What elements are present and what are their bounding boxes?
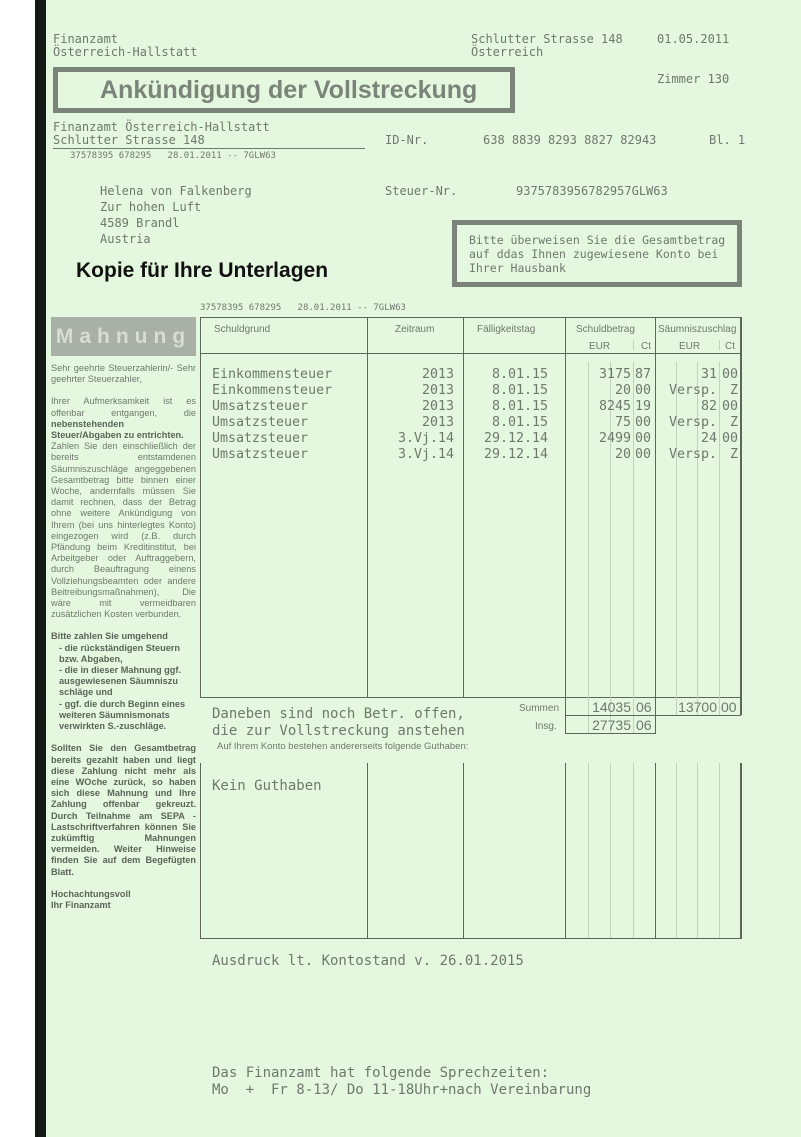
closing-line2: Ihr Finanzamt [51,899,111,910]
paragraph-text-cont: Zahlen Sie den einschließlich der bereits entstamdenen Säumniszuschläge angeggebenen Gesamtbetrag bitte binnen einer Woche, andernfalls müssen Sie damit rechnen, dass der Betrag ohne weitere Ankündigung von Ihrem (bei uns hinterlegtes Konto) eingezogen wird (z.B. durch Pfändung beim Kreditinstitut, bei Arbeitgeber oder Auftraggebern, durch Beauftragung einens Vollziehungsbeamten oder andere Beitreibungsmaßnahmen), Die wäre mit vermeidbaren zusätzlichen Kosten verbunden. [51,441,196,620]
cell-saeumnis-ct: 00 [721,367,738,382]
letter-date: 01.05.2011 [657,32,730,46]
credit-value: Kein Guthaben [212,778,322,794]
header-saeumnis-ct: Ct [725,341,735,352]
return-address-line1: Finanzamt Österreich-Hallstatt [53,120,270,134]
cell-faelligkeit: 29.12.14 [483,431,548,446]
cell-saeumnis-ct: Z [729,447,738,462]
header-schuld-eur: EUR [589,341,611,352]
total-label: Insg. [535,721,557,732]
cell-saeumnis-ct: Z [729,383,738,398]
sum-saeumnis-eur: 13700 [678,699,717,715]
cell-zeitraum: 2013 [421,399,454,414]
sender-name-line2: Österreich-Hallstatt [53,45,198,59]
cell-schuldgrund: Umsatzsteuer [212,415,309,430]
cell-betrag-ct: 00 [635,415,652,430]
credit-table-bottom-rule [200,938,742,939]
sum-betrag-ct: 06 [636,699,652,715]
column-rule [740,317,742,715]
id-label: ID-Nr. [385,133,429,147]
cell-faelligkeit: 29.12.14 [483,447,548,462]
sheet-number: Bl. 1 [709,133,746,147]
sum-rule [565,715,741,716]
cell-zeitraum: 3.Vj.14 [397,447,454,462]
table-top-rule [200,317,741,318]
cell-zeitraum: 2013 [421,383,454,398]
cell-betrag-eur: 3175 [598,367,631,382]
id-value: 638 8839 8293 8827 82943 [483,133,657,147]
credit-intro: Auf Ihrem Konto bestehen andererseits folgende Guthaben: [217,741,469,752]
reference-line: 37578395 678295 28.01.2011 -- 7GLW63 [70,151,276,161]
bank-notice-text [469,233,725,275]
header-saeumniszuschlag: Säumniszuschlag [658,324,737,335]
digit-guide [633,362,634,733]
cell-saeumnis-eur: 82 [700,399,717,414]
open-amounts-line2: die zur Vollstreckung anstehen [212,723,465,739]
table-reference-line: 37578395 678295 28.01.2011 -- 7GLW63 [200,303,406,313]
sender-street: Schlutter Strasse 148 [471,32,623,46]
cell-faelligkeit: 8.01.15 [491,399,548,414]
cell-saeumnis-eur: Versp. [668,383,717,398]
instruction-item: - die rückständigen Steuern bzw. Abgaben, [59,642,180,664]
cell-betrag-ct: 00 [635,431,652,446]
digit-guide [610,763,611,939]
statement-date: Ausdruck lt. Kontostand v. 26.01.2015 [212,953,524,969]
table-bottom-rule [200,697,741,698]
sum-betrag-eur: 14035 [592,699,631,715]
sum-saeumnis-ct: 00 [721,699,737,715]
bank-notice-line1: Bitte überweisen Sie die Gesamtbetrag [469,233,726,247]
cell-zeitraum: 3.Vj.14 [397,431,454,446]
sum-label: Summen [519,703,560,714]
cell-schuldgrund: Einkommensteuer [212,367,333,382]
open-amounts-line1: Daneben sind noch Betr. offen, [212,706,465,722]
digit-guide [676,763,677,939]
cell-betrag-eur: 8245 [598,399,631,414]
cell-betrag-eur: 75 [614,415,631,430]
paragraph-bold-text: nebenstehenden Steuer/Abgaben zu entrichten. [51,418,184,441]
room-number: Zimmer 130 [657,72,730,86]
cell-betrag-ct: 87 [635,367,652,382]
address-divider [53,148,365,149]
header-schuldbetrag: Schuldbetrag [576,324,635,335]
total-ct: 06 [636,717,652,733]
recipient-city: 4589 Brandl [100,216,180,230]
cell-saeumnis-ct: 00 [721,399,738,414]
column-rule [740,763,742,939]
digit-guide [633,763,634,939]
sidebar-text [51,363,196,911]
document-title: Ankündigung der Vollstreckung [100,76,478,104]
return-address-line2: Schlutter Strasse 148 [53,133,205,147]
cell-saeumnis-eur: Versp. [668,415,717,430]
column-rule [463,317,464,697]
payment-crossed-note: Sollten Sie den Gesamtbetrag bereits gezahlt haben und liegt diese Zahlung nicht mehr als eine WOche zurück, so haben sich diese Mahnung und Ihre Zahlung offenbar gekreuzt. Durch Teilnahme am SEPA -Lastschriftverfahren können Sie zukümftig Mahnungen vermeiden. Weiter Hinweise finden Sie auf dem Begefügten Blatt. [51,743,196,877]
cell-saeumnis-ct: Z [729,415,738,430]
cell-schuldgrund: Umsatzsteuer [212,431,309,446]
total-rule [565,733,656,734]
column-rule [565,763,566,939]
column-rule [367,763,368,939]
ct-divider [719,340,720,350]
header-faelligkeitstag: Fälligkeitstag [477,324,536,335]
header-schuld-ct: Ct [641,341,651,352]
header-zeitraum: Zeitraum [395,324,435,335]
header-saeumnis-eur: EUR [679,341,701,352]
total-eur: 27735 [592,717,631,733]
cell-saeumnis-eur: 24 [700,431,717,446]
cell-betrag-eur: 20 [614,383,631,398]
column-rule [655,763,656,939]
page-edge-bar [35,0,46,1137]
recipient-street: Zur hohen Luft [100,200,202,214]
cell-faelligkeit: 8.01.15 [491,383,548,398]
copy-label: Kopie für Ihre Unterlagen [76,259,329,282]
cell-schuldgrund: Einkommensteuer [212,383,333,398]
mahnung-heading: Mahnung [51,317,196,356]
instruction-item: - die in dieser Mahnung ggf. ausgewiesenen Säumniszu schläge und [59,665,181,698]
digit-guide [588,763,589,939]
cell-faelligkeit: 8.01.15 [491,415,548,430]
payment-instructions [51,631,196,732]
digit-guide [719,763,720,939]
ct-divider [633,340,634,350]
cell-schuldgrund: Umsatzsteuer [212,399,309,414]
column-rule [367,317,368,697]
column-rule [200,763,201,939]
office-hours-line2: Mo + Fr 8-13/ Do 11-18Uhr+nach Vereinbarung [212,1082,592,1098]
recipient-name: Helena von Falkenberg [100,184,252,198]
cell-saeumnis-eur: 31 [700,367,717,382]
instruction-item: - ggf. die durch Beginn eines weiteren Säumnismonats verwirkten S.-zuschläge. [59,698,186,732]
digit-guide [697,763,698,939]
table-header-rule [200,353,741,354]
cell-betrag-ct: 19 [635,399,652,414]
bank-notice-line2: auf ddas Ihnen zugewiesene Konto bei [469,247,719,261]
document-title-box [53,67,515,113]
sender-country: Österreich [471,45,544,59]
cell-betrag-eur: 20 [614,447,631,462]
salutation: Sehr geehrte Steuerzahlerin/- Sehr geehrter Steuerzahler, [51,363,196,385]
cell-betrag-ct: 00 [635,447,652,462]
tax-number-label: Steuer-Nr. [385,184,458,198]
cell-schuldgrund: Umsatzsteuer [212,447,309,462]
cell-saeumnis-eur: Versp. [668,447,717,462]
tax-number-value: 9375783956782957GLW63 [516,184,668,198]
paragraph-text: Ihrer Aufmerksamkeit ist es offenbar entgangen, die [51,396,196,418]
cell-zeitraum: 2013 [421,415,454,430]
cell-saeumnis-ct: 00 [721,431,738,446]
cell-betrag-eur: 2499 [598,431,631,446]
cell-zeitraum: 2013 [421,367,454,382]
recipient-country: Austria [100,232,151,246]
bank-notice-box [452,220,742,287]
bank-notice-line3: Ihrer Hausbank [469,261,566,275]
cell-faelligkeit: 8.01.15 [491,367,548,382]
column-rule [200,317,201,697]
sidebar-paragraph-main [51,396,196,620]
closing-line1: Hochachtungsvoll [51,888,131,899]
cell-betrag-ct: 00 [635,383,652,398]
column-rule [463,763,464,939]
office-hours-line1: Das Finanzamt hat folgende Sprechzeiten: [212,1065,550,1081]
header-schuldgrund: Schuldgrund [214,324,271,335]
payment-instructions-title: Bitte zahlen Sie umgehend [51,631,168,642]
sender-name-line1: Finanzamt [53,32,119,46]
